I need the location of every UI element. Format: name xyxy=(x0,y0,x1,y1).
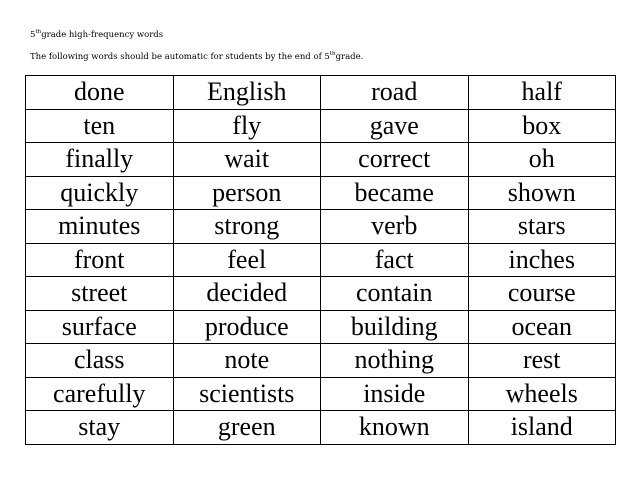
instructions xyxy=(30,52,363,63)
word-cell: known xyxy=(321,411,469,445)
word-cell: surface xyxy=(26,310,174,344)
word-cell: correct xyxy=(321,143,469,177)
word-cell: inside xyxy=(321,377,469,411)
instructions-text: The following words should be automatic for students by the end of 5 xyxy=(30,52,330,62)
word-cell: shown xyxy=(468,176,616,210)
title-grade-number: 5 xyxy=(30,30,36,40)
word-cell: class xyxy=(26,344,174,378)
title-text: grade high-frequency words xyxy=(41,30,164,40)
word-cell: became xyxy=(321,176,469,210)
word-cell: scientists xyxy=(173,377,321,411)
word-cell: inches xyxy=(468,243,616,277)
word-cell: strong xyxy=(173,210,321,244)
table-row xyxy=(26,411,616,445)
word-cell: nothing xyxy=(321,344,469,378)
word-cell: quickly xyxy=(26,176,174,210)
word-cell: ten xyxy=(26,109,174,143)
word-cell: front xyxy=(26,243,174,277)
word-cell: green xyxy=(173,411,321,445)
word-cell: box xyxy=(468,109,616,143)
word-cell: stay xyxy=(26,411,174,445)
word-table-body xyxy=(26,76,616,445)
table-row xyxy=(26,377,616,411)
table-row xyxy=(26,243,616,277)
word-cell: street xyxy=(26,277,174,311)
title-ordinal-suffix: th xyxy=(35,29,42,36)
word-table xyxy=(25,75,616,445)
word-cell: road xyxy=(321,76,469,110)
word-cell: decided xyxy=(173,277,321,311)
word-cell: course xyxy=(468,277,616,311)
word-cell: contain xyxy=(321,277,469,311)
word-cell: verb xyxy=(321,210,469,244)
word-cell: minutes xyxy=(26,210,174,244)
word-cell: building xyxy=(321,310,469,344)
word-cell: wheels xyxy=(468,377,616,411)
table-row xyxy=(26,310,616,344)
table-row xyxy=(26,210,616,244)
word-cell: done xyxy=(26,76,174,110)
word-cell: English xyxy=(173,76,321,110)
word-cell: wait xyxy=(173,143,321,177)
word-cell: fly xyxy=(173,109,321,143)
word-cell: ocean xyxy=(468,310,616,344)
word-cell: person xyxy=(173,176,321,210)
instructions-ordinal-suffix: th xyxy=(329,51,336,58)
word-cell: half xyxy=(468,76,616,110)
word-cell: feel xyxy=(173,243,321,277)
table-row xyxy=(26,277,616,311)
instructions-suffix: grade. xyxy=(335,52,364,62)
word-cell: rest xyxy=(468,344,616,378)
word-cell: stars xyxy=(468,210,616,244)
table-row xyxy=(26,176,616,210)
table-row xyxy=(26,76,616,110)
table-row xyxy=(26,344,616,378)
word-cell: carefully xyxy=(26,377,174,411)
word-cell: note xyxy=(173,344,321,378)
word-cell: gave xyxy=(321,109,469,143)
word-cell: finally xyxy=(26,143,174,177)
table-row xyxy=(26,143,616,177)
page-title xyxy=(30,30,163,41)
word-cell: fact xyxy=(321,243,469,277)
word-cell: oh xyxy=(468,143,616,177)
table-row xyxy=(26,109,616,143)
word-cell: produce xyxy=(173,310,321,344)
word-cell: island xyxy=(468,411,616,445)
